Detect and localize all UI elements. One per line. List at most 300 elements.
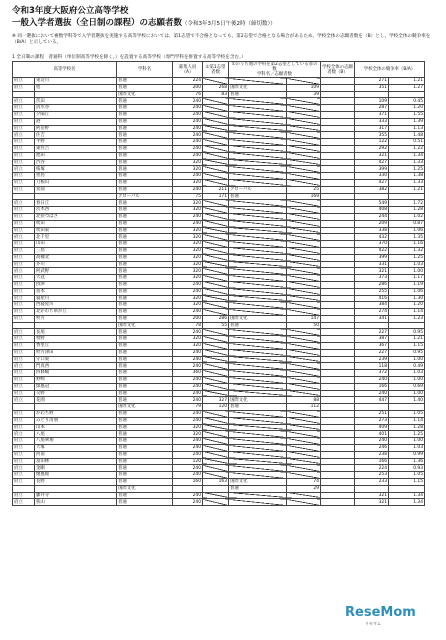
school-name-cell: 緑風冠	[35, 383, 117, 390]
blank-cell	[321, 383, 355, 390]
pref-cell: 府立	[13, 220, 35, 227]
blank-cell	[321, 451, 355, 458]
school-name-cell: 港	[35, 118, 117, 125]
second-num-cell: 50	[287, 322, 321, 329]
capacity-cell: 120	[173, 458, 203, 465]
total-cell: 246	[355, 445, 389, 452]
dept-cell: 普通	[117, 492, 173, 499]
first-choice-cell	[203, 234, 229, 241]
second-num-cell	[287, 336, 321, 343]
table-row	[13, 424, 425, 431]
header-first-choice: ①第1志望者数	[203, 62, 229, 78]
second-num-cell	[287, 78, 321, 85]
second-dept-cell	[229, 424, 287, 431]
first-choice-cell	[203, 417, 229, 424]
second-num-cell	[287, 159, 321, 166]
second-dept-cell	[229, 227, 287, 234]
ratio-cell: 1.40	[389, 397, 425, 404]
first-choice-cell	[203, 275, 229, 282]
second-dept-cell	[229, 390, 287, 397]
table-row	[13, 241, 425, 248]
total-cell: 409	[355, 424, 389, 431]
ratio-cell: 1.55	[389, 111, 425, 118]
table-row	[13, 200, 425, 207]
note-paragraph	[12, 34, 432, 47]
pref-cell: 府立	[13, 383, 35, 390]
first-choice-cell	[203, 343, 229, 350]
school-name-cell	[35, 404, 117, 411]
table-row	[13, 268, 425, 275]
total-cell: 372	[355, 370, 389, 377]
pref-cell: 府立	[13, 179, 35, 186]
ratio-cell: 1.02	[389, 213, 425, 220]
total-cell: 233	[355, 479, 389, 486]
second-dept-cell: 国際文化	[229, 397, 287, 404]
second-num-cell	[287, 173, 321, 180]
table-row	[13, 343, 425, 350]
pref-cell: 府立	[13, 145, 35, 152]
pref-cell: 府立	[13, 213, 35, 220]
second-num-cell	[287, 390, 321, 397]
table-row	[13, 458, 425, 465]
ratio-cell: 1.25	[389, 431, 425, 438]
capacity-cell: 320	[173, 166, 203, 173]
second-num-cell	[287, 349, 321, 356]
total-cell: 399	[355, 166, 389, 173]
second-num-cell: 147	[287, 315, 321, 322]
second-dept-cell	[229, 220, 287, 227]
ratio-cell: 0.87	[389, 220, 425, 227]
blank-cell	[321, 84, 355, 91]
ratio-cell: 1.20	[389, 302, 425, 309]
table-row	[13, 485, 425, 492]
school-name-cell: 八尾	[35, 431, 117, 438]
capacity-cell: 320	[173, 295, 203, 302]
capacity-cell: 240	[173, 145, 203, 152]
dept-cell: 普通	[117, 268, 173, 275]
second-num-cell	[287, 220, 321, 227]
school-name-cell: 渋谷	[35, 159, 117, 166]
school-name-cell: 吹田	[35, 220, 117, 227]
table-row	[13, 465, 425, 472]
first-choice-cell	[203, 213, 229, 220]
second-dept-cell	[229, 438, 287, 445]
blank-cell	[321, 247, 355, 254]
first-choice-cell	[203, 132, 229, 139]
capacity-cell: 240	[173, 98, 203, 105]
school-name-cell: 東住吉	[35, 145, 117, 152]
dept-cell: 普通	[117, 111, 173, 118]
first-choice-cell	[203, 118, 229, 125]
second-num-cell	[287, 472, 321, 479]
table-row	[13, 159, 425, 166]
dept-cell: 普通	[117, 241, 173, 248]
total-cell	[355, 485, 389, 492]
second-num-cell	[287, 227, 321, 234]
dept-cell: 普通	[117, 390, 173, 397]
ratio-cell: 1.28	[389, 207, 425, 214]
capacity-cell: 240	[173, 349, 203, 356]
dept-cell: 普通	[117, 479, 173, 486]
blank-cell	[321, 329, 355, 336]
school-name-cell: 四條畷	[35, 370, 117, 377]
total-cell: 321	[355, 152, 389, 159]
total-cell: 321	[355, 492, 389, 499]
document-title: 令和3年度大阪府公立高等学校	[12, 6, 129, 16]
table-row	[13, 207, 425, 214]
ratio-cell	[389, 91, 425, 98]
header-second-dept: 学科名	[256, 72, 271, 77]
second-dept-cell: 普通	[229, 322, 287, 329]
total-cell: 240	[355, 377, 389, 384]
dept-cell: 普通	[117, 166, 173, 173]
second-dept-cell: 普通	[229, 91, 287, 98]
pref-cell: 府立	[13, 281, 35, 288]
capacity-cell: 240	[173, 363, 203, 370]
second-dept-cell	[229, 281, 287, 288]
school-name-cell: 野崎	[35, 377, 117, 384]
total-cell: 373	[355, 275, 389, 282]
school-name-cell: 河南	[35, 451, 117, 458]
total-cell: 166	[355, 383, 389, 390]
ratio-cell: 1.17	[389, 275, 425, 282]
ratio-cell: 1.33	[389, 159, 425, 166]
capacity-cell: 240	[173, 329, 203, 336]
second-dept-cell	[229, 411, 287, 418]
school-name-cell: 大塚	[35, 445, 117, 452]
pref-cell: 府立	[13, 132, 35, 139]
dept-cell: 普通	[117, 370, 173, 377]
dept-cell: 普通	[117, 383, 173, 390]
school-name-cell: 枚方津田	[35, 349, 117, 356]
school-name-cell: 狭山	[35, 499, 117, 506]
blank-cell	[321, 207, 355, 214]
table-row	[13, 132, 425, 139]
school-name-cell: 守口東	[35, 356, 117, 363]
dept-cell: 普通	[117, 288, 173, 295]
table-row	[13, 173, 425, 180]
second-dept-cell	[229, 363, 287, 370]
blank-cell	[321, 145, 355, 152]
table-row	[13, 234, 425, 241]
total-cell: 331	[355, 261, 389, 268]
table-row	[13, 438, 425, 445]
table-row	[13, 275, 425, 282]
table-row	[13, 302, 425, 309]
second-num-cell	[287, 241, 321, 248]
blank-cell	[321, 281, 355, 288]
table-row	[13, 281, 425, 288]
pref-cell: 府立	[13, 363, 35, 370]
table-row	[13, 111, 425, 118]
second-num-cell	[287, 275, 321, 282]
blank-cell	[321, 179, 355, 186]
second-dept-cell: 国際文化	[229, 315, 287, 322]
dept-cell: 普通	[117, 397, 173, 404]
school-name-cell: 門真西	[35, 363, 117, 370]
blank-cell	[321, 125, 355, 132]
capacity-cell: 320	[173, 336, 203, 343]
pref-cell: 府立	[13, 438, 35, 445]
total-cell: 401	[355, 431, 389, 438]
capacity-cell: 240	[173, 472, 203, 479]
total-cell: 447	[355, 397, 389, 404]
second-num-cell	[287, 411, 321, 418]
second-dept-cell	[229, 234, 287, 241]
second-dept-cell	[229, 268, 287, 275]
first-choice-cell	[203, 220, 229, 227]
dept-cell: 普通	[117, 118, 173, 125]
dept-cell: 普通	[117, 343, 173, 350]
second-dept-cell	[229, 451, 287, 458]
school-name-cell: 旭	[35, 84, 117, 91]
table-row	[13, 479, 425, 486]
blank-cell	[321, 268, 355, 275]
first-choice-cell: 171	[203, 193, 229, 200]
table-row	[13, 404, 425, 411]
total-cell: 274	[355, 309, 389, 316]
capacity-cell: 240	[173, 281, 203, 288]
school-name-cell: 茨木西	[35, 207, 117, 214]
dept-cell: 普通	[117, 465, 173, 472]
ratio-cell: 1.16	[389, 241, 425, 248]
blank-cell	[321, 370, 355, 377]
blank-cell	[321, 261, 355, 268]
pref-cell: 府立	[13, 125, 35, 132]
ratio-cell: 1.48	[389, 132, 425, 139]
dept-cell: 普通	[117, 377, 173, 384]
pref-cell: 府立	[13, 479, 35, 486]
second-num-cell	[287, 309, 321, 316]
first-choice-cell: 55	[203, 322, 229, 329]
ratio-cell: 1.34	[389, 492, 425, 499]
second-num-cell	[287, 118, 321, 125]
school-name-cell: 茨田	[35, 98, 117, 105]
capacity-cell: 320	[173, 179, 203, 186]
second-num-cell	[287, 268, 321, 275]
blank-cell	[321, 356, 355, 363]
pref-cell: 府立	[13, 370, 35, 377]
total-cell: 287	[355, 105, 389, 112]
dept-cell: 普通	[117, 179, 173, 186]
table-row	[13, 84, 425, 91]
total-cell: 351	[355, 84, 389, 91]
table-header-row	[13, 62, 425, 78]
second-dept-cell	[229, 105, 287, 112]
table-row	[13, 139, 425, 146]
second-dept-cell	[229, 179, 287, 186]
second-num-cell	[287, 417, 321, 424]
first-choice-cell: 211	[203, 186, 229, 193]
second-num-cell	[287, 139, 321, 146]
total-cell: 286	[355, 281, 389, 288]
table-row	[13, 397, 425, 404]
capacity-cell: 240	[173, 492, 203, 499]
total-cell: 244	[355, 213, 389, 220]
table-row	[13, 411, 425, 418]
dept-cell: 普通	[117, 431, 173, 438]
pref-cell: 府立	[13, 295, 35, 302]
second-dept-cell	[229, 166, 287, 173]
pref-cell: 府立	[13, 261, 35, 268]
school-name-cell: 豊島	[35, 173, 117, 180]
second-dept-cell	[229, 295, 287, 302]
second-num-cell	[287, 329, 321, 336]
second-dept-cell	[229, 78, 287, 85]
first-choice-cell	[203, 438, 229, 445]
capacity-cell: 240	[173, 132, 203, 139]
school-name-cell: 住吉	[35, 132, 117, 139]
second-num-cell	[287, 424, 321, 431]
capacity-cell: 240	[173, 465, 203, 472]
table-row	[13, 309, 425, 316]
table-row	[13, 472, 425, 479]
blank-cell	[321, 111, 355, 118]
school-name-cell: 牧野	[35, 336, 117, 343]
capacity-cell: 320	[173, 431, 203, 438]
school-name-cell: 桜塚	[35, 166, 117, 173]
pref-cell: 府立	[13, 275, 35, 282]
dept-cell: 普通	[117, 84, 173, 91]
first-choice-cell	[203, 227, 229, 234]
ratio-cell: 1.38	[389, 173, 425, 180]
first-choice-cell	[203, 363, 229, 370]
dept-cell: 普通	[117, 438, 173, 445]
table-row	[13, 356, 425, 363]
second-num-cell: 25	[287, 186, 321, 193]
capacity-cell: 240	[173, 356, 203, 363]
second-num-cell	[287, 363, 321, 370]
school-name-cell: 大冠	[35, 275, 117, 282]
total-cell: 209	[355, 220, 389, 227]
pref-cell: 府立	[13, 139, 35, 146]
dept-cell: 普通	[117, 302, 173, 309]
dept-cell: 普通	[117, 499, 173, 506]
dept-cell: 普通	[117, 105, 173, 112]
second-num-cell: 74	[287, 479, 321, 486]
capacity-cell: 240	[173, 220, 203, 227]
pref-cell: 府立	[13, 98, 35, 105]
total-cell: 271	[355, 78, 389, 85]
capacity-cell: 240	[173, 438, 203, 445]
second-num-cell	[287, 281, 321, 288]
blank-cell	[321, 91, 355, 98]
ratio-cell: 1.36	[389, 458, 425, 465]
dept-cell: 普通	[117, 295, 173, 302]
second-num-cell	[287, 105, 321, 112]
first-choice-cell	[203, 78, 229, 85]
capacity-cell: 240	[173, 499, 203, 506]
second-dept-cell	[229, 377, 287, 384]
capacity-cell	[173, 485, 203, 492]
ratio-cell: 1.23	[389, 315, 425, 322]
pref-cell: 府立	[13, 458, 35, 465]
first-choice-cell	[203, 105, 229, 112]
dept-cell: 普通	[117, 349, 173, 356]
capacity-cell: 76	[173, 91, 203, 98]
second-dept-cell	[229, 241, 287, 248]
second-num-cell	[287, 370, 321, 377]
blank-cell	[321, 431, 355, 438]
table-row	[13, 445, 425, 452]
pref-cell: 府立	[13, 397, 35, 404]
table-row	[13, 227, 425, 234]
blank-cell	[321, 411, 355, 418]
capacity-cell: 320	[173, 261, 203, 268]
ratio-cell	[389, 322, 425, 329]
second-num-cell	[287, 200, 321, 207]
pref-cell: 府立	[13, 343, 35, 350]
blank-cell	[321, 343, 355, 350]
dept-cell: 普通	[117, 200, 173, 207]
capacity-cell: 320	[173, 268, 203, 275]
second-num-cell	[287, 465, 321, 472]
blank-cell	[321, 479, 355, 486]
note-bullet: ※	[12, 34, 16, 39]
dept-cell: 普通	[117, 159, 173, 166]
school-name-cell: みどり清朋	[35, 417, 117, 424]
table-row	[13, 295, 425, 302]
pref-cell: 府立	[13, 390, 35, 397]
note-text: 同一選抜において複数学科等で入学者選抜を実施する高等学校においては、第1志望で不合格となっても、第2志望で合格となる場合があるため、学校全体の志願者数を（B）とし、学校全体の競争率を（B/A）と示している。	[12, 34, 431, 46]
second-dept-cell	[229, 132, 287, 139]
capacity-cell: 75	[173, 193, 203, 200]
blank-cell	[321, 78, 355, 85]
total-cell: 549	[355, 200, 389, 207]
table-row	[13, 152, 425, 159]
second-dept-cell	[229, 329, 287, 336]
second-dept-cell	[229, 458, 287, 465]
ratio-cell: 0.95	[389, 329, 425, 336]
capacity-cell: 240	[173, 390, 203, 397]
pref-cell: 府立	[13, 336, 35, 343]
dept-cell: 普通	[117, 424, 173, 431]
total-cell: 408	[355, 207, 389, 214]
second-dept-cell	[229, 465, 287, 472]
first-choice-cell: 327	[203, 397, 229, 404]
blank-cell	[321, 213, 355, 220]
second-num-cell: 88	[287, 397, 321, 404]
table-row	[13, 363, 425, 370]
blank-cell	[321, 118, 355, 125]
second-dept-cell	[229, 492, 287, 499]
header-ratio: 学校全体の競争率（B/A）	[355, 62, 425, 78]
ratio-cell: 1.05	[389, 411, 425, 418]
table-row	[13, 370, 425, 377]
school-name-cell: 山田	[35, 241, 117, 248]
total-cell: 355	[355, 132, 389, 139]
total-cell: 382	[355, 186, 389, 193]
total-cell: 118	[355, 363, 389, 370]
second-num-cell	[287, 499, 321, 506]
header-second-num: 志願者数	[274, 72, 293, 77]
total-cell: 238	[355, 451, 389, 458]
pref-cell: 府立	[13, 227, 35, 234]
blank-cell	[321, 438, 355, 445]
second-dept-cell	[229, 275, 287, 282]
pref-cell: 府立	[13, 417, 35, 424]
total-cell: 367	[355, 343, 389, 350]
school-name-cell: 芥川	[35, 261, 117, 268]
ratio-cell: 1.14	[389, 417, 425, 424]
blank-cell	[321, 98, 355, 105]
second-dept-cell	[229, 288, 287, 295]
ratio-cell: 1.21	[389, 336, 425, 343]
first-choice-cell	[203, 125, 229, 132]
second-dept-cell	[229, 207, 287, 214]
first-choice-cell	[203, 458, 229, 465]
table-row	[13, 261, 425, 268]
